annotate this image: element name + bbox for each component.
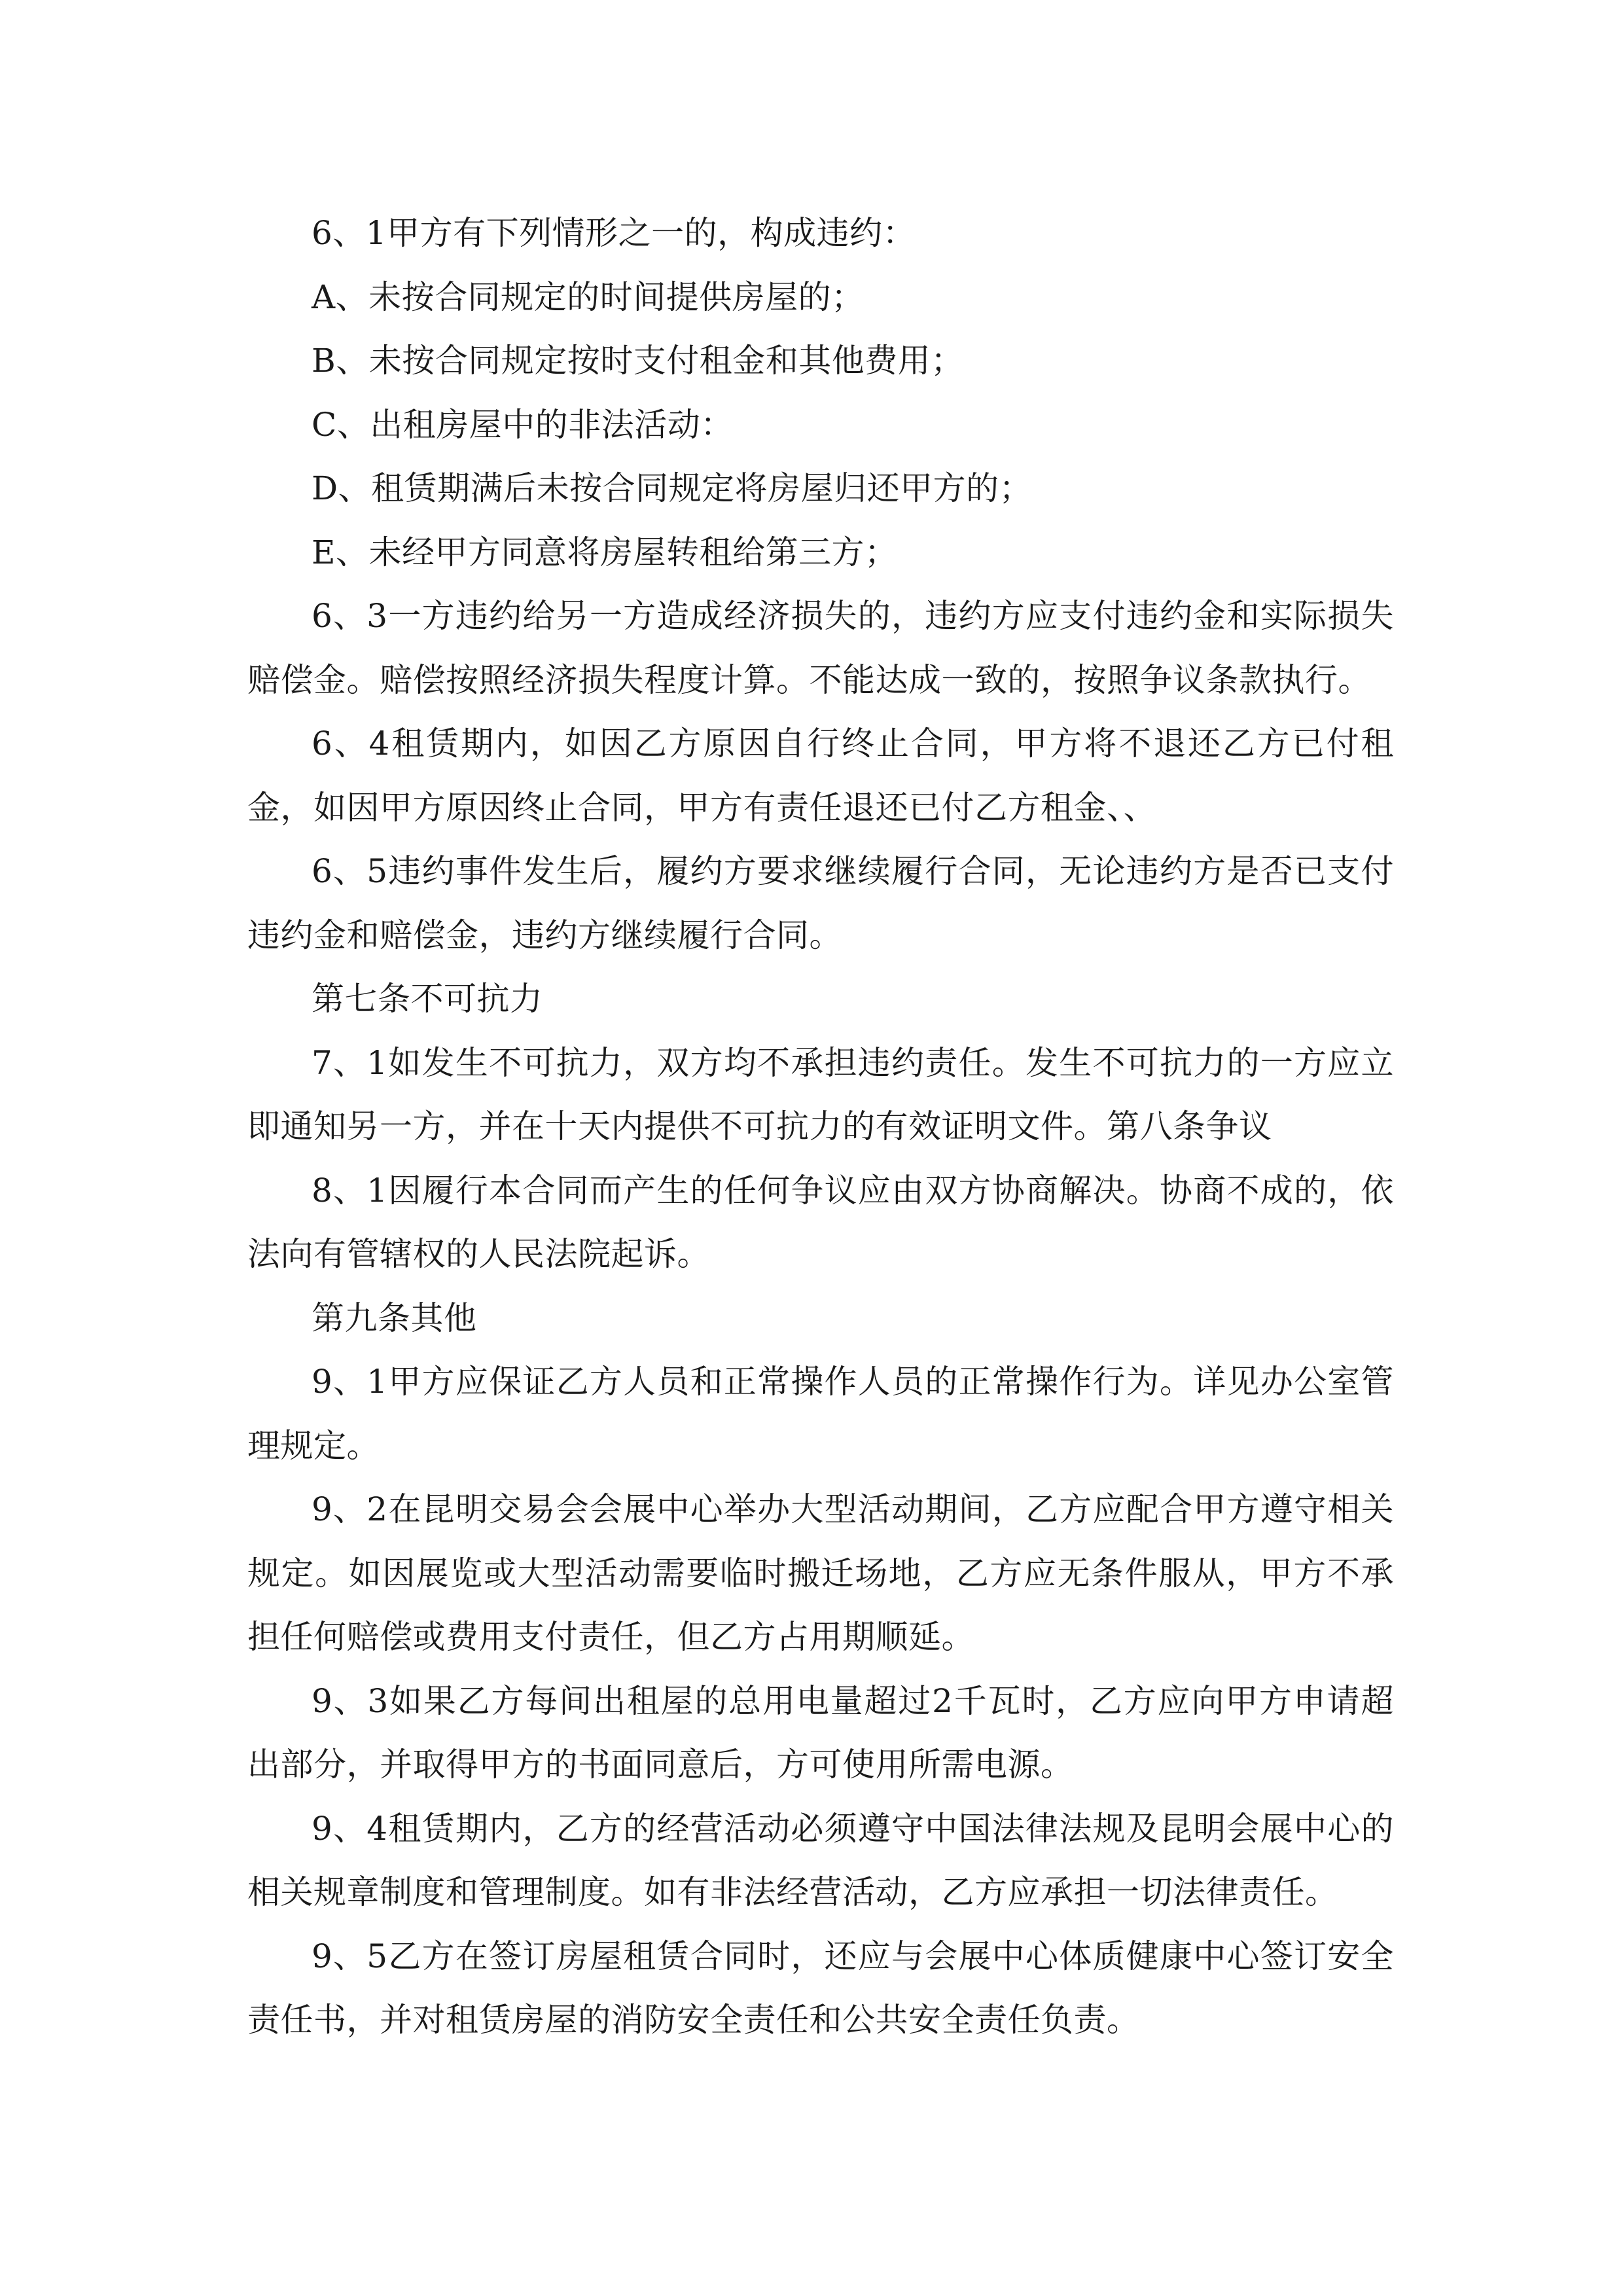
clause-6-3: 6、3一方违约给另一方造成经济损失的，违约方应支付违约金和实际损失赔偿金。赔偿按照经济损失程度计算。不能达成一致的，按照争议条款执行。: [247, 597, 1394, 699]
clause-9-4: 9、4租赁期内，乙方的经营活动必须遵守中国法律法规及昆明会展中心的相关规章制度和管理制度。如有非法经营活动，乙方应承担一切法律责任。: [247, 1809, 1394, 1911]
clause-9-2: 9、2在昆明交易会会展中心举办大型活动期间，乙方应配合甲方遵守相关规定。如因展览或大型活动需要临时搬迁场地，乙方应无条件服从，甲方不承担任何赔偿或费用支付责任，但乙方占用期顺延。: [247, 1490, 1394, 1656]
clause-6-4: 6、4租赁期内，如因乙方原因自行终止合同，甲方将不退还乙方已付租金，如因甲方原因终止合同，甲方有责任退还已付乙方租金、、: [247, 725, 1394, 827]
clause-6-1-e: E、未经甲方同意将房屋转租给第三方；: [312, 533, 898, 571]
clause-8-1: 8、1因履行本合同而产生的任何争议应由双方协商解决。协商不成的，依法向有管辖权的人民法院起诉。: [247, 1171, 1394, 1273]
clause-9-3: 9、3如果乙方每间出租屋的总用电量超过2千瓦时，乙方应向甲方申请超出部分，并取得甲方的书面同意后，方可使用所需电源。: [247, 1681, 1394, 1784]
document-body: [247, 202, 1394, 2053]
clause-6-1-c: C、出租房屋中的非法活动：: [312, 405, 734, 444]
clause-6-1-d: D、租赁期满后未按合同规定将房屋归还甲方的；: [312, 469, 1033, 507]
clause-6-5: 6、5违约事件发生后，履约方要求继续履行合同，无论违约方是否已支付违约金和赔偿金，违约方继续履行合同。: [247, 852, 1394, 954]
clause-9-1: 9、1甲方应保证乙方人员和正常操作人员的正常操作行为。详见办公室管理规定。: [247, 1363, 1394, 1465]
article-7-heading: 第七条不可抗力: [312, 980, 543, 1018]
clause-6-1-a: A、未按合同规定的时间提供房屋的；: [312, 278, 865, 316]
clause-6-1-b: B、未按合同规定按时支付租金和其他费用；: [312, 342, 964, 380]
clause-9-5: 9、5乙方在签订房屋租赁合同时，还应与会展中心体质健康中心签订安全责任书，并对租赁房屋的消防安全责任和公共安全责任负责。: [247, 1937, 1394, 2039]
clause-7-1: 7、1如发生不可抗力，双方均不承担违约责任。发生不可抗力的一方应立即通知另一方，并在十天内提供不可抗力的有效证明文件。第八条争议: [247, 1043, 1394, 1145]
clause-6-1: 6、1甲方有下列情形之一的，构成违约：: [312, 214, 916, 252]
article-9-heading: 第九条其他: [312, 1299, 477, 1337]
